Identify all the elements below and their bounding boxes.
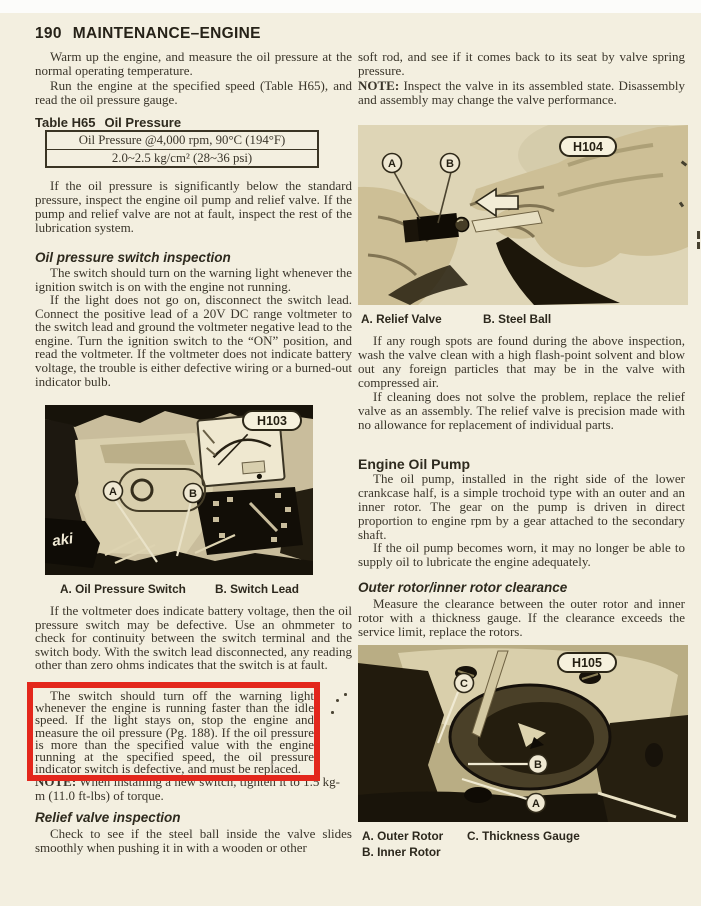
svg-text:B: B [446,158,454,170]
caption-oil-pressure-switch: A. Oil Pressure Switch [60,582,186,596]
figure-label [243,411,301,430]
caption-thickness-gauge: C. Thickness Gauge [467,829,580,843]
scan-speck [344,693,347,696]
heading-rotor-clearance: Outer rotor/inner rotor clearance [358,580,568,595]
para-warm-up: Warm up the engine, and measure the oil pressure at the normal operating temperature. [35,49,352,78]
para-steel-ball: Check to see if the steel ball inside the valve slides smoothly when pushing it in with a wooden or other [35,826,352,855]
table-row: Oil Pressure @4,000 rpm, 90°C (194°F) [78,133,286,147]
tank-logo-text: aki [51,530,75,550]
scan-speck [331,711,334,714]
svg-text:C: C [460,678,468,690]
photo-oil-pump-rotors [358,645,688,822]
callout-b-icon [529,755,548,774]
scan-speck [336,699,339,702]
svg-text:H103: H103 [257,414,287,428]
heading-switch-inspection: Oil pressure switch inspection [35,250,231,265]
svg-text:A: A [388,158,396,170]
para-switch-off-highlighted: The switch should turn off the warning light whenever the engine is running faster than the idle speed. If the light stays on, stop the engine and measure the oil pressure (Pg. 188). If the oil pressure is more than the specified value with the engine running at the specified speed, the oil pressure indicator switch is defective, and must be replaced. [35,688,314,777]
heading-engine-oil-pump: Engine Oil Pump [358,456,471,472]
page-number: 190 [35,25,62,42]
para-rotor-measure: Measure the clearance between the outer rotor and inner rotor with a thickness gauge. If the clearance exceeds the service limit, replace the rotors. [358,596,685,639]
svg-text:A: A [532,798,540,810]
figure-h105-captions [358,829,688,859]
callout-c-icon [455,674,474,693]
figure-h104 [358,125,688,326]
para-switch-on: The switch should turn on the warning light whenever the ignition switch is on with the engine not running. [35,265,352,294]
figure-h103-captions [35,582,352,596]
scan-mark [697,231,700,239]
svg-text:A: A [109,486,117,498]
para-pump-description: The oil pump, installed in the right side of the lower crankcase half, is a simple trochoid type with an outer and an inner rotor. The gear on the pump is driven in direct proportion to engine rpm by a gear attached to the secondary shaft. [358,471,685,542]
photo-oil-pressure-switch [45,405,313,575]
table-name: Oil Pressure [104,115,182,130]
page-header [35,25,261,43]
note-label: NOTE: [35,774,77,789]
heading-relief-inspection: Relief valve inspection [35,810,181,825]
figure-label [558,653,616,672]
para-voltmeter-battery: If the voltmeter does indicate battery voltage, then the oil pressure switch may be defective. Use an ohmmeter to check for continuity between the switch terminal and the switch body. With the switch lead disconnected, any reading other than zero ohms indicates that the switch is at fault. [35,603,352,673]
figure-h104-captions [358,312,688,326]
note-text: Inspect the valve in its assembled state. Disassembly and assembly may change the valve performance. [358,78,686,107]
oil-pressure-table [45,130,319,168]
table-label: Table H65 [35,115,96,130]
svg-text:B: B [534,759,542,771]
para-cleaning: If cleaning does not solve the problem, replace the relief valve as an assembly. The relief valve is precision made with no allowance for replacement of individual parts. [358,389,685,432]
callout-b-icon [184,484,203,503]
table-title [35,115,181,130]
caption-relief-valve: A. Relief Valve [361,312,442,326]
caption-steel-ball: B. Steel Ball [483,312,552,326]
para-low-pressure: If the oil pressure is significantly below the standard pressure, inspect the engine oil pump and relief valve. If the pump and relief valve are not at fault, inspect the rest of the lubrication system. [35,178,352,235]
scan-edge [0,0,701,13]
para-pump-worn: If the oil pump becomes worn, it may no longer be able to supply oil to lubricate the engine adequately. [358,540,685,569]
caption-outer-rotor: A. Outer Rotor [362,829,444,843]
caption-inner-rotor: B. Inner Rotor [362,845,441,859]
caption-switch-lead: B. Switch Lead [215,582,299,596]
svg-text:B: B [189,488,197,500]
para-run-engine: Run the engine at the specified speed (Table H65), and read the oil pressure gauge. [35,78,352,107]
callout-a-icon [527,794,546,813]
table-row: 2.0~2.5 kg/cm² (28~36 psi) [47,149,317,167]
figure-h105 [358,645,688,859]
scan-mark [697,242,700,249]
svg-text:H104: H104 [573,140,603,154]
note-valve-assembled [358,79,685,107]
callout-b-icon [441,154,460,173]
note-text: When installing a new switch, tighten it to 1.5 kg-m (11.0 ft-lbs) of torque. [35,774,341,803]
callout-a-icon [383,154,402,173]
svg-text:H105: H105 [572,656,602,670]
section-title: MAINTENANCE–ENGINE [72,25,261,42]
red-highlight-box [27,682,320,781]
callout-a-icon [104,482,123,501]
figure-label [560,137,616,156]
para-light-check: If the light does not go on, disconnect the switch lead. Connect the positive lead of a 20V DC range voltmeter to the switch lead and ground the voltmeter negative lead to the engine. Turn the ignition switch to the “ON” position, and read the voltmeter. If the voltmeter does not indicate battery voltage, the trouble is either defective wiring or a burned-out indicator bulb. [35,292,352,389]
para-rough-spots: If any rough spots are found during the above inspection, wash the valve clean with a high flash-point solvent and blow out any foreign particles that may be in the valve with compressed air. [358,333,685,390]
note-label: NOTE: [358,78,400,93]
figure-h103 [35,405,352,596]
photo-relief-valve [358,125,688,305]
para-soft-rod: soft rod, and see if it comes back to its seat by valve spring pressure. [358,49,685,78]
